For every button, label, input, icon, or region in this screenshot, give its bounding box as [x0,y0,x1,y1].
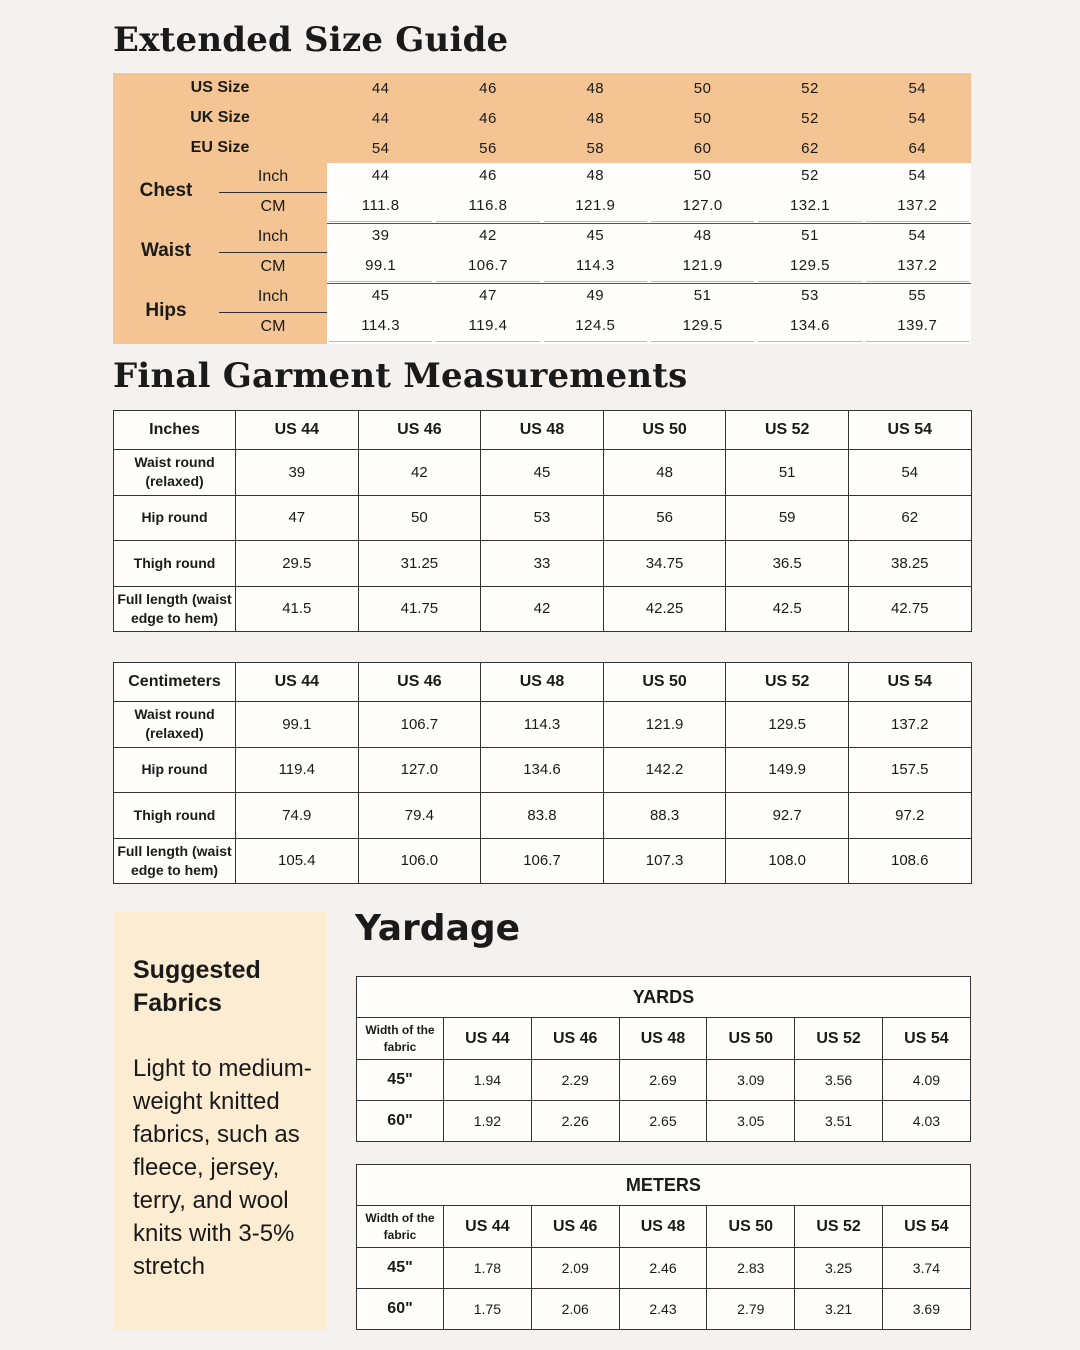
size-value: 54 [908,109,927,127]
yardage-value: 3.51 [795,1101,883,1142]
yardage-value: 3.69 [882,1289,970,1330]
measurement-label [114,541,236,587]
measurement-value: 33 [481,541,604,587]
measurement-value: 149.9 [726,747,849,793]
size-column-header: US 52 [795,1206,883,1248]
yardage-value: 1.75 [444,1289,532,1330]
cm-value: 114.3 [361,317,401,334]
measurement-value: 83.8 [481,793,604,839]
measurement-value: 36.5 [726,541,849,587]
size-value: 44 [371,79,390,97]
yardage-value: 3.21 [795,1289,883,1330]
yardage-value: 4.09 [882,1060,970,1101]
cell-underline [866,281,969,282]
cm-values-row [327,317,971,334]
inch-value: 46 [479,167,497,184]
size-column-header: US 44 [444,1018,532,1060]
cell-underline [329,281,432,282]
table-row [114,586,972,632]
yardage-value: 3.05 [707,1101,795,1142]
table-header-row [357,1018,971,1060]
yardage-value: 2.46 [619,1248,707,1289]
yardage-value: 2.69 [619,1060,707,1101]
yardage-meters-table [356,1164,971,1330]
measurement-value: 106.0 [358,838,481,884]
measurement-value: 105.4 [236,838,359,884]
fabric-width-header-line-1: Width of the [365,1210,435,1225]
size-column-header: US 46 [531,1206,619,1248]
measurement-value: 92.7 [726,793,849,839]
size-value: 52 [801,79,819,97]
measurement-value: 119.4 [236,747,359,793]
cell-underline [651,221,754,222]
cell-underline [436,341,539,342]
inch-value: 42 [479,227,497,244]
table-header-row [114,663,972,702]
measurement-value: 74.9 [236,793,359,839]
size-column-header: US 52 [726,663,849,702]
fabric-width-label: 45" [357,1248,444,1289]
cell-underline [758,221,861,222]
fabric-width-label: 60" [357,1289,444,1330]
unit-label-inch: Inch [257,168,289,185]
fabric-width-header [357,1018,444,1060]
measurement-label-line-1: Hip round [141,761,208,778]
cm-values-row [327,257,971,274]
cell-underline [544,341,647,342]
measurement-label-line-1: Hip round [141,509,208,526]
measurement-value: 53 [481,495,604,541]
measurement-value: 50 [358,495,481,541]
yardage-value: 1.78 [444,1248,532,1289]
yardage-value: 4.03 [882,1101,970,1142]
yardage-value: 2.29 [531,1060,619,1101]
table-row [357,1248,971,1289]
inch-value: 51 [693,287,712,304]
yardage-value: 1.92 [444,1101,532,1142]
cm-value: 111.8 [361,197,400,214]
measurement-value: 42.5 [726,586,849,632]
unit-label-cm: CM [260,258,286,275]
measurement-label [114,702,236,748]
size-column-header: US 52 [795,1018,883,1060]
table-row [114,450,972,496]
measurement-label-line-1: Thigh round [133,806,216,823]
yardage-value: 3.09 [707,1060,795,1101]
measurement-value: 137.2 [848,702,971,748]
yardage-yards-table [356,976,971,1142]
inch-value: 39 [371,227,390,244]
size-header-row [113,103,971,133]
size-column-header: US 46 [531,1018,619,1060]
fabric-width-header-line-2: fabric [383,1227,417,1242]
measurement-value: 34.75 [603,541,726,587]
measurement-value: 38.25 [848,541,971,587]
size-column-header: US 44 [444,1206,532,1248]
cell-underline [436,281,539,282]
inch-value: 54 [908,167,927,184]
size-value: 60 [693,139,712,157]
measurement-value: 97.2 [848,793,971,839]
measure-group-label: Hips [145,300,187,321]
measurement-label [114,747,236,793]
fabric-width-header-line-2: fabric [383,1039,417,1054]
table-row [114,838,972,884]
measurement-value: 41.75 [358,586,481,632]
size-column-header: US 46 [358,411,481,450]
suggested-fabrics-panel [113,912,327,1330]
cm-value: 127.0 [682,197,723,214]
cell-underline [651,341,754,342]
measurement-value: 107.3 [603,838,726,884]
size-value: 48 [586,109,605,127]
table-row [114,541,972,587]
cm-value: 114.3 [575,257,615,274]
table-row [114,793,972,839]
yardage-value: 1.94 [444,1060,532,1101]
size-column-header: US 50 [707,1206,795,1248]
unit-label-cm: CM [260,318,286,335]
unit-title-row [357,977,971,1018]
table-row [357,1060,971,1101]
yardage-value: 2.26 [531,1101,619,1142]
yardage-unit-title: YARDS [357,977,971,1018]
measurement-value: 99.1 [236,702,359,748]
measurement-label-line-1: Waist round [134,454,215,471]
measurement-label-line-1: Full length (waist [117,590,232,607]
measurement-value: 157.5 [848,747,971,793]
size-column-header: US 52 [726,411,849,450]
cm-value: 139.7 [897,317,938,334]
measurement-value: 88.3 [603,793,726,839]
measurement-value: 127.0 [358,747,481,793]
measurement-value: 108.6 [848,838,971,884]
measurement-value: 106.7 [481,838,604,884]
measurement-label [114,586,236,632]
cm-value: 137.2 [897,257,938,274]
yardage-value: 3.56 [795,1060,883,1101]
size-value: 50 [693,109,712,127]
size-column-header: US 54 [848,411,971,450]
measurement-label-line-1: Full length (waist [117,842,232,859]
cm-value: 137.2 [897,197,938,214]
measurement-value: 51 [726,450,849,496]
size-value: 44 [371,109,390,127]
fabric-width-header [357,1206,444,1248]
fabric-width-header-line-1: Width of the [365,1022,435,1037]
measurement-value: 59 [726,495,849,541]
cell-underline [436,221,539,222]
size-column-header: US 48 [619,1018,707,1060]
size-value: 54 [908,79,927,97]
inch-value: 47 [479,287,497,304]
yardage-value: 2.65 [619,1101,707,1142]
yardage-value: 3.25 [795,1248,883,1289]
inch-values-row [327,167,971,184]
inch-value: 48 [693,227,712,244]
table-row [114,702,972,748]
measurement-value: 108.0 [726,838,849,884]
measurement-label-line-2: edge to hem) [130,609,219,626]
measurement-label-line-2: edge to hem) [130,861,219,878]
measurement-label-line-1: Thigh round [133,554,216,571]
measurement-value: 42.25 [603,586,726,632]
cell-underline [651,281,754,282]
unit-divider [219,252,327,253]
cell-underline [758,281,861,282]
cm-value: 116.8 [468,197,508,214]
table-row [114,495,972,541]
cm-values-row [327,197,971,214]
measurement-label [114,838,236,884]
size-value: 46 [479,79,497,97]
yardage-value: 2.09 [531,1248,619,1289]
measurement-value: 129.5 [726,702,849,748]
measurement-value: 31.25 [358,541,481,587]
inch-value: 49 [586,287,605,304]
measurement-value: 142.2 [603,747,726,793]
size-column-header: US 48 [619,1206,707,1248]
cm-value: 129.5 [789,257,830,274]
cell-underline [329,221,432,222]
inch-value: 51 [801,227,819,244]
measurement-value: 42.75 [848,586,971,632]
measurement-value: 54 [848,450,971,496]
size-system-label: UK Size [190,109,250,126]
cm-value: 106.7 [467,257,509,274]
unit-label-inch: Inch [257,228,289,245]
inch-value: 55 [908,287,927,304]
table-header-row [114,411,972,450]
inch-value: 54 [908,227,927,244]
size-header-row [113,73,971,103]
measurement-value: 41.5 [236,586,359,632]
measurement-value: 29.5 [236,541,359,587]
size-column-header: US 54 [882,1206,970,1248]
yardage-value: 2.06 [531,1289,619,1330]
measurement-value: 134.6 [481,747,604,793]
yardage-value: 2.43 [619,1289,707,1330]
size-value: 50 [693,79,712,97]
fabric-width-label: 60" [357,1101,444,1142]
measurement-value: 47 [236,495,359,541]
measurement-value: 114.3 [481,702,604,748]
fabric-width-label: 45" [357,1060,444,1101]
measurement-value: 45 [481,450,604,496]
measurement-value: 62 [848,495,971,541]
measurement-value: 79.4 [358,793,481,839]
size-system-label: US Size [190,79,250,96]
size-value: 54 [371,139,390,157]
size-column-header: US 48 [481,663,604,702]
size-value: 58 [586,139,605,157]
inch-value: 45 [586,227,605,244]
measurement-label [114,450,236,496]
suggested-fabrics-text: Light to medium-weight knitted fabrics, such as fleece, jersey, terry, and wool knits with 3-5% stretch [133,1055,312,1280]
cm-value: 124.5 [575,317,616,334]
size-column-header: US 50 [603,411,726,450]
size-system-label: EU Size [190,139,250,156]
cm-value: 132.1 [789,197,830,214]
size-value: 64 [908,139,927,157]
cell-underline [866,221,969,222]
measurement-value: 106.7 [358,702,481,748]
size-column-header: US 46 [358,663,481,702]
cell-underline [329,341,432,342]
unit-corner-cell: Inches [114,411,236,450]
cm-value: 134.6 [789,317,830,334]
yardage-value: 2.83 [707,1248,795,1289]
measure-group-label: Waist [141,240,191,261]
cm-value: 121.9 [575,197,616,214]
measurement-label [114,495,236,541]
size-value: 52 [801,109,819,127]
cm-value: 99.1 [365,257,397,274]
measurement-value: 48 [603,450,726,496]
table-row [114,747,972,793]
cell-underline [544,221,647,222]
cm-value: 129.5 [682,317,723,334]
inch-value: 44 [371,167,390,184]
size-column-header: US 54 [882,1018,970,1060]
inch-value: 45 [371,287,390,304]
garment-inches-table [113,410,972,632]
measurement-value: 39 [236,450,359,496]
size-column-header: US 48 [481,411,604,450]
unit-title-row [357,1165,971,1206]
measurement-label-line-2: (relaxed) [145,725,204,742]
size-guide-table [113,73,971,344]
measurement-label-line-2: (relaxed) [145,473,204,490]
measurement-value: 42 [481,586,604,632]
size-value: 62 [801,139,819,157]
yardage-value: 3.74 [882,1248,970,1289]
size-value: 56 [479,139,497,157]
unit-divider [219,192,327,193]
yardage-unit-title: METERS [357,1165,971,1206]
inch-value: 53 [801,287,819,304]
size-column-header: US 44 [236,411,359,450]
yardage-value: 2.79 [707,1289,795,1330]
unit-label-inch: Inch [257,288,289,305]
inch-values-row [327,287,971,304]
size-guide-title: Extended Size Guide [113,20,509,60]
measurement-label [114,793,236,839]
garment-centimeters-table [113,662,972,884]
inch-value: 50 [693,167,712,184]
measure-group-label: Chest [139,180,193,201]
size-value: 46 [479,109,497,127]
size-column-header: US 54 [848,663,971,702]
measurement-value: 42 [358,450,481,496]
size-column-header: US 50 [707,1018,795,1060]
unit-divider [219,312,327,313]
measurement-value: 121.9 [603,702,726,748]
inch-values-row [327,227,971,244]
size-value: 48 [586,79,605,97]
unit-corner-cell: Centimeters [114,663,236,702]
yardage-title: Yardage [355,908,521,949]
size-column-header: US 50 [603,663,726,702]
unit-label-cm: CM [260,198,286,215]
final-garment-title: Final Garment Measurements [113,356,688,396]
size-column-header: US 44 [236,663,359,702]
size-header-row [113,133,971,163]
inch-value: 48 [586,167,605,184]
inch-value: 52 [801,167,819,184]
table-header-row [357,1206,971,1248]
cell-underline [544,281,647,282]
cell-underline [758,341,861,342]
table-row [357,1101,971,1142]
measurement-label-line-1: Waist round [134,706,215,723]
suggested-fabrics-title: Suggested Fabrics [133,956,261,1017]
table-row [357,1289,971,1330]
cm-value: 121.9 [682,257,723,274]
cm-value: 119.4 [468,317,508,334]
group-divider [327,223,971,224]
group-divider [327,283,971,284]
measurement-value: 56 [603,495,726,541]
cell-underline [866,341,969,342]
